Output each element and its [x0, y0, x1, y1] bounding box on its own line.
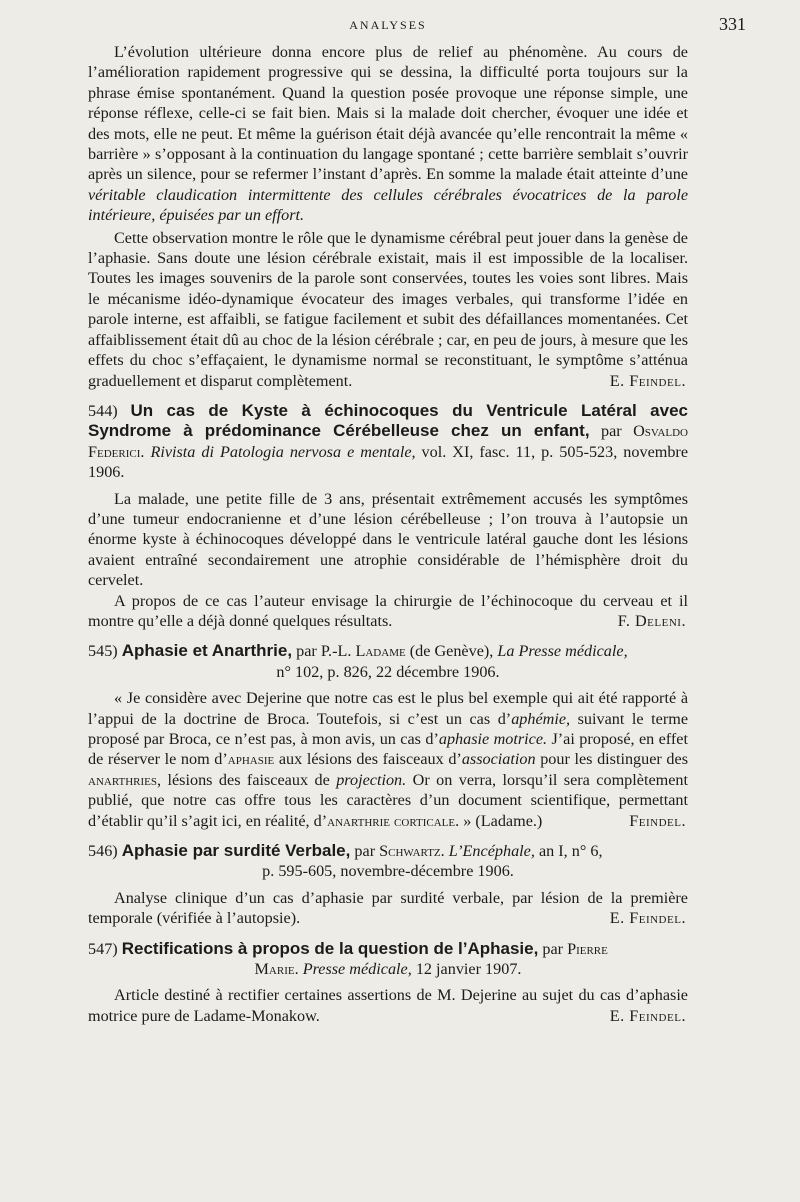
entry-reference: Marie. Presse médicale, 12 janvier 1907.	[254, 960, 522, 979]
entry-journal: La Presse médicale,	[497, 642, 628, 661]
signature: F. Deleni.	[617, 611, 686, 630]
entry-author: Pierre	[567, 939, 608, 958]
entry-body: La malade, une petite fille de 3 ans, présentait extrêmement accusés les symptômes d’une tumeur endocranienne et d’une lésion cérébelleuse ; l’on trouva à l’autopsie un énorme kyste à échinocoques développé dans le ventricule latéral gauche dont les lésions avaient entraîné secondairement une atrophie considérable de l’hémisphère droit du cervelet.	[88, 489, 688, 590]
abstract-entry-545	[88, 641, 688, 831]
entry-heading: 544) Un cas de Kyste à échinocoques du Ventricule Latéral avec Syndrome à prédominance Cérébelleuse chez un enfant, par Osvaldo Federici. Rivista di Patologia nervosa e mentale, vol. XI, fasc. 11, p. 505-523, novembre 1906.	[88, 400, 689, 482]
signature: Feindel.	[629, 811, 686, 830]
entry-journal: Presse médicale,	[302, 960, 412, 979]
entry-author: Osvaldo Federici.	[88, 422, 688, 461]
entry-reference: n° 102, p. 826, 22 décembre 1906.	[276, 662, 500, 681]
abstract-entry-546	[88, 841, 688, 929]
entry-heading: 545) Aphasie et Anarthrie, par P.-L. Ladame (de Genève), La Presse médicale,	[88, 641, 628, 661]
entry-body: Analyse clinique d’un cas d’aphasie par surdité verbale, par lésion de la première temporale (vérifiée à l’autopsie). E. Feindel.	[88, 888, 688, 928]
entry-number: 544)	[88, 401, 118, 420]
intro-text-2: Cette observation montre le rôle que le dynamisme cérébral peut jouer dans la genèse de l’aphasie. Sans doute une lésion cérébrale existait, mais il est impossible de la localiser. Toutes les images souvenirs de la parole sont conservées, toutes les voies sont libres. Mais le mécanisme idéo-dynamique évocateur des images verbales, qui transforme l’idée en parole interne, est affaibli, se fatigue facilement et subit des défaillances momentanées. Cet affaiblissement était dû au choc de la lésion cérébrale ; car, en peu de jours, à mesure que les effets du choc s’effaçaient, le dynamisme normal se reconstituant, le symptôme s’atténua graduellement et disparut complètement.	[88, 228, 688, 390]
entry-body-2: A propos de ce cas l’auteur envisage la chirurgie de l’échinocoque du cerveau et il montre qu’elle a déjà donné quelques résultats. F. Deleni.	[88, 591, 688, 630]
entry-title: Rectifications à propos de la question de l’Aphasie,	[121, 938, 539, 958]
signature: E. Feindel.	[609, 371, 686, 390]
signature: E. Feindel.	[609, 909, 686, 928]
entry-reference: p. 595-605, novembre-décembre 1906.	[262, 862, 514, 881]
entry-heading: 547) Rectifications à propos de la question de l’Aphasie, par Pierre	[88, 938, 608, 958]
intro-text: L’évolution ultérieure donna encore plus de relief au phénomène. Au cours de l’amélioration rapidement progressive qui se dessina, la difficulté porta toujours sur la phrase émise spontanément. Quand la question posée provoque une réponse simple, une réponse réflexe, celle-ci se fait bien. Mais si la malade doit chercher, évoquer une idée et des mots, elle ne peut. Et même la guérison était déjà avancée qu’elle rencontrait la même « barrière » s’opposant à la continuation du langage spontané ; cette barrière semblait s’ouvrir après un silence, pour se refermer l’instant d’après. En somme la malade était atteinte d’une	[88, 43, 688, 184]
entry-title: Un cas de Kyste à échinocoques du Ventricule Latéral avec Syndrome à prédominance Cérébelleuse chez un enfant,	[88, 400, 688, 441]
page-number: 331	[719, 14, 746, 34]
intro-italic-phrase: véritable claudication intermittente des cellules cérébrales évocatrices de la parole intérieure, épuisées par un effort.	[88, 185, 688, 225]
entry-journal: L’Encéphale,	[448, 842, 535, 861]
entry-number: 547)	[88, 939, 118, 958]
intro-paragraph-1	[88, 42, 688, 226]
entry-journal: Rivista di Patologia nervosa e mentale,	[150, 442, 416, 461]
entry-author: P.-L. Ladame	[320, 642, 406, 661]
entry-author: Schwartz.	[379, 842, 445, 861]
page-header	[88, 14, 746, 42]
entry-number: 546)	[88, 842, 118, 861]
intro-paragraph-2	[88, 228, 688, 391]
entry-title: Aphasie par surdité Verbale,	[121, 841, 351, 861]
abstract-entry-544	[88, 401, 688, 631]
running-head: ANALYSES	[349, 18, 427, 32]
entry-body: Article destiné à rectifier certaines assertions de M. Dejerine au sujet du cas d’aphasie motrice pure de Ladame-Monakow. E. Feindel.	[88, 986, 688, 1025]
entry-quote: « Je considère avec Dejerine que notre cas est le plus bel exemple qui ait été rapporté à l’appui de la doctrine de Broca. Toutefois, si c’est un cas d’aphémie, suivant le terme proposé par Broca, ce n’est pas, à mon avis, un cas d’aphasie motrice. J’ai proposé, en effet de réserver le nom d’aphasie aux lésions des faisceaux d’association pour les distinguer des anarthries, lésions des faisceaux de projection. Or on verra, lorsqu’il sera complètement publié, que notre cas offre tous les caractères d’un document scientifique, permettant d’établir qu’il s’agit ici, en réalité, d’anarthrie corticale. » (Ladame.) Feindel.	[88, 689, 689, 830]
entry-number: 545)	[88, 642, 118, 661]
signature: E. Feindel.	[609, 1006, 686, 1025]
entry-title: Aphasie et Anarthrie,	[121, 641, 293, 661]
abstract-entry-547	[88, 939, 688, 1027]
entry-heading: 546) Aphasie par surdité Verbale, par Schwartz. L’Encéphale, an I, n° 6,	[88, 841, 603, 861]
entry-reference: vol. XI, fasc. 11, p. 505-523, novembre 1906.	[88, 442, 689, 482]
